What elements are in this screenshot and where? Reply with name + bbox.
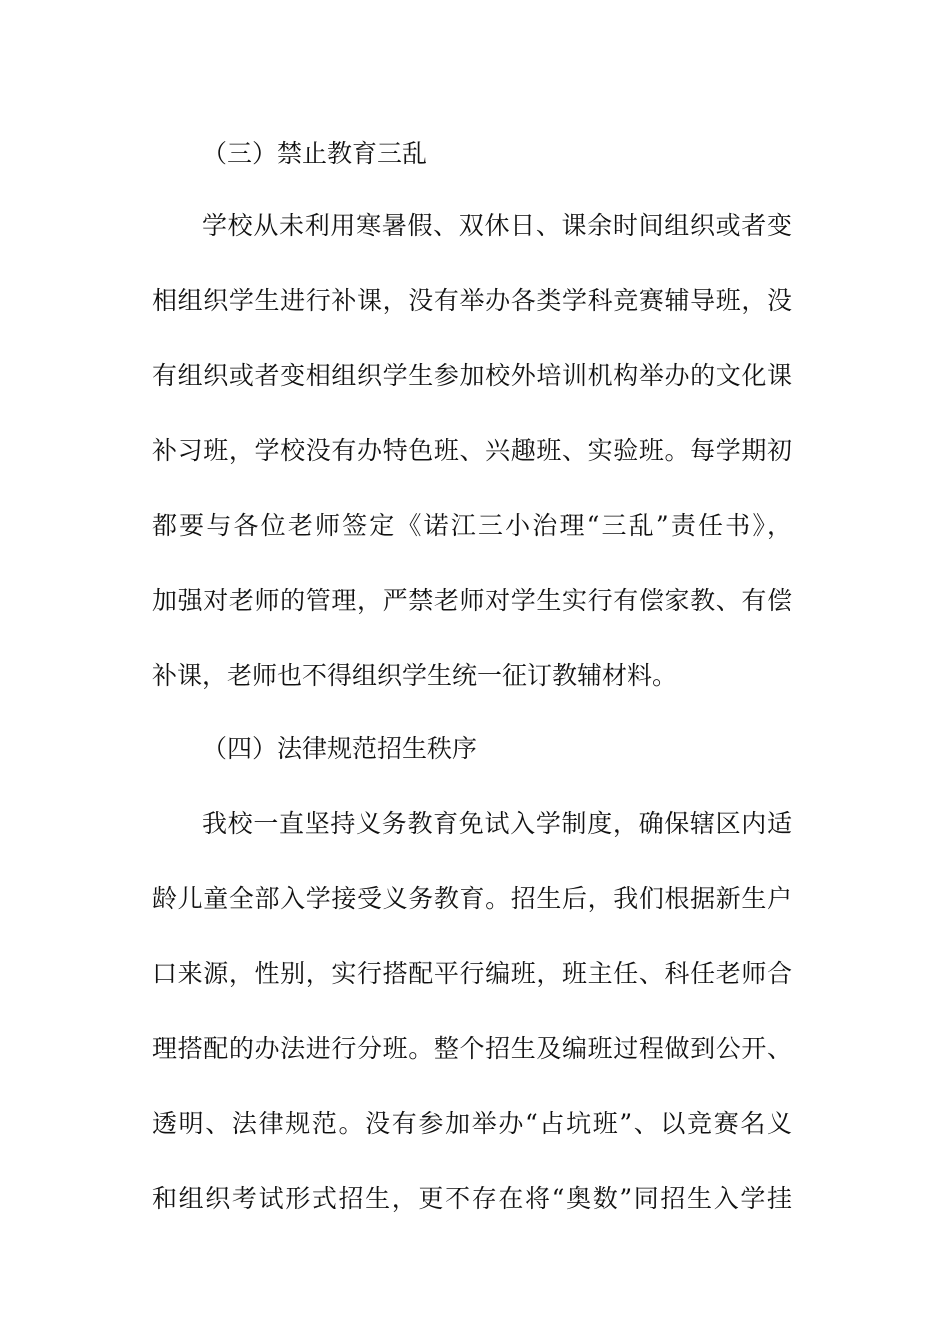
paragraph-line: 相组织学生进行补课，没有举办各类学科竞赛辅导班，没 [152,286,792,315]
paragraph-line: 透明、法律规范。没有参加举办“占坑班”、以竞赛名义 [152,1109,792,1138]
section-heading-4: （四）法律规范招生秩序 [202,734,478,763]
section-heading-3: （三）禁止教育三乱 [202,139,428,168]
paragraph-line: 补习班，学校没有办特色班、兴趣班、实验班。每学期初 [152,436,792,465]
paragraph-line: 龄儿童全部入学接受义务教育。招生后，我们根据新生户 [152,884,792,913]
paragraph-line: 有组织或者变相组织学生参加校外培训机构举办的文化课 [152,361,792,390]
paragraph-line: 加强对老师的管理，严禁老师对学生实行有偿家教、有偿 [152,586,792,615]
paragraph-line: 和组织考试形式招生，更不存在将“奥数”同招生入学挂 [152,1184,792,1213]
paragraph-line: 学校从未利用寒暑假、双休日、课余时间组织或者变 [202,211,792,240]
paragraph-line: 补课，老师也不得组织学生统一征订教辅材料。 [152,661,678,690]
paragraph-line: 都要与各位老师签定《诺江三小治理“三乱”责任书》， [152,511,792,540]
paragraph-line: 理搭配的办法进行分班。整个招生及编班过程做到公开、 [152,1034,792,1063]
paragraph-line: 我校一直坚持义务教育免试入学制度，确保辖区内适 [202,809,792,838]
paragraph-line: 口来源，性别，实行搭配平行编班，班主任、科任老师合 [152,959,792,988]
